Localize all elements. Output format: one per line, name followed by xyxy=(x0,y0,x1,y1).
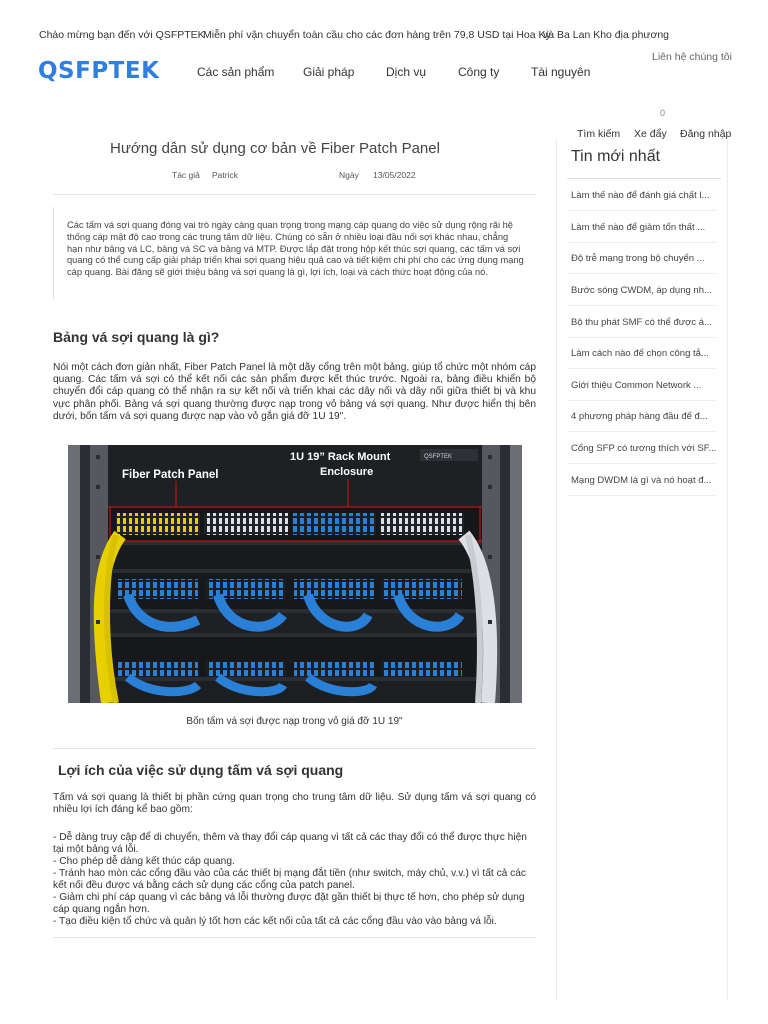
divider xyxy=(567,400,717,401)
sidebar-title: Tin mới nhất xyxy=(571,148,661,165)
figure-label-left: Fiber Patch Panel xyxy=(122,469,219,481)
divider xyxy=(53,937,536,938)
divider xyxy=(567,210,717,211)
sidebar-news-item[interactable]: Cổng SFP có tương thích với SF... xyxy=(571,443,717,454)
nav-services[interactable]: Dịch vụ xyxy=(386,65,427,79)
divider xyxy=(567,463,717,464)
svg-text:Enclosure: Enclosure xyxy=(320,466,374,478)
contact-link[interactable]: Liên hệ chúng tôi xyxy=(652,51,732,63)
section-paragraph-what-is: Nói một cách đơn giản nhất, Fiber Patch Panel là một dãy cổng trên một bảng, giúp tổ chức một nhóm cáp quang. Các tấm vá sợi có thể kết nối các sản phẩm được kết thúc trước. Ngoài ra, bảng điều khiển bộ chuyển đổi cáp quang có thể nhận ra sự kết nối và triển khai các dây nối và dây nối giữa thiết bị và khu vực phân phối. Bảng vá sợi quang thường được nạp trong vỏ bảng vá sợi quang. Như được hiển thị bên dưới, bốn tấm vá sợi quang được nạp vào vỏ gắn giá đỡ 1U 19". xyxy=(53,362,536,422)
warehouse-text: và Ba Lan Kho địa phương xyxy=(543,29,670,41)
sidebar-news-item[interactable]: Bước sóng CWDM, áp dụng nh... xyxy=(571,285,712,296)
sidebar-title-divider xyxy=(567,178,721,179)
author-name[interactable]: Patrick xyxy=(212,170,238,180)
patch-panel-photo xyxy=(68,445,522,703)
sidebar-news-item[interactable]: Làm thế nào để đánh giá chất l... xyxy=(571,190,710,201)
sidebar-news-item[interactable]: Làm cách nào để chọn công tắ... xyxy=(571,348,709,359)
nav-solutions[interactable]: Giải pháp xyxy=(303,65,355,79)
site-header xyxy=(0,48,768,138)
sidebar-news-item[interactable]: Bộ thu phát SMF có thể được á... xyxy=(571,317,712,328)
divider xyxy=(567,242,717,243)
figure-caption: Bốn tấm vá sợi được nạp trong vỏ giá đỡ 1U 19" xyxy=(186,716,403,727)
nav-company[interactable]: Công ty xyxy=(458,65,500,79)
list-item: - Tạo điều kiện tổ chức và quản lý tốt hơn các kết nối của tất cả các cổng đầu vào vào bảng vá lỗi. xyxy=(53,916,497,927)
divider xyxy=(567,431,717,432)
sidebar-news-item[interactable]: Mạng DWDM là gì và nó hoạt đ... xyxy=(571,475,712,486)
section-heading-benefits: Lợi ích của việc sử dụng tấm vá sợi quang xyxy=(58,762,344,778)
publish-date: 13/05/2022 xyxy=(373,170,416,180)
list-item: - Giảm chi phí cáp quang vì các bảng vá lỗi thường được đặt gần thiết bị thực tế hơn, cho phép sử dụng cáp quang ngắn hơn. xyxy=(53,892,525,915)
list-item: - Tránh hao mòn các cổng đầu vào của các thiết bị mạng đắt tiền (như switch, máy chủ, v.v.) vì tất cả các kết nối đều được vá bằng cách sử dụng các cổng của patch panel. xyxy=(53,868,527,891)
nav-products[interactable]: Các sản phẩm xyxy=(197,65,275,79)
article-intro: Các tấm vá sợi quang đóng vai trò ngày càng quan trọng trong mạng cáp quang do việc sử dụng rộng rãi hệ thống cáp mật độ cao trong các trung tâm dữ liệu. Chúng có sẵn ở nhiều loại đầu nối sợi khác nhau, chẳng hạn như bảng vá LC, bảng vá SC và bảng vá MTP. Được lắp đặt trong hộp kết thúc sợi quang, các tấm vá sợi quang có thể cung cấp giải pháp triển khai sợi quang hiệu quả cao và tiết kiệm chi phí cho các ứng dụng mạng cáp quang. Bài đăng sẽ giới thiệu bảng vá sợi quang là gì, lợi ích, loại và cách thức hoạt động của nó. xyxy=(53,207,536,299)
sidebar-news-item[interactable]: Giới thiệu Common Network ... xyxy=(571,380,702,391)
shipping-text: Miễn phí vận chuyển toàn cầu cho các đơn hàng trên 79,8 USD tại Hoa Kỳ xyxy=(203,29,551,41)
search-link[interactable]: Tìm kiếm xyxy=(577,128,621,140)
sidebar-news-item[interactable]: Làm thế nào để giảm tổn thất ... xyxy=(571,222,706,233)
cart-count-badge: 0 xyxy=(660,108,666,118)
list-item: - Dễ dàng truy cập để di chuyển, thêm và thay đổi cáp quang vì tất cả các thay đổi có thể được thực hiện tại một bảng vá lỗi. xyxy=(53,832,527,855)
sidebar-news-item[interactable]: Độ trễ mạng trong bộ chuyển ... xyxy=(571,253,705,264)
benefits-list xyxy=(53,832,536,928)
author-label: Tác giả xyxy=(172,170,200,180)
svg-text:1U 19” Rack Mount: 1U 19” Rack Mount xyxy=(290,451,391,463)
latest-news-sidebar xyxy=(556,138,728,1000)
rack-illustration xyxy=(68,445,522,703)
figure-brand-text: QSFPTEK xyxy=(424,454,453,460)
list-item: - Cho phép dễ dàng kết thúc cáp quang. xyxy=(53,856,235,867)
welcome-text: Chào mừng bạn đến với QSFPTEK xyxy=(39,29,205,41)
divider xyxy=(567,495,717,496)
article-title: Hướng dẫn sử dụng cơ bản về Fiber Patch Panel xyxy=(110,141,440,157)
section-heading-what-is: Bảng vá sợi quang là gì? xyxy=(53,329,220,345)
section-paragraph-benefits: Tấm vá sợi quang là thiết bị phần cứng quan trọng cho trung tâm dữ liệu. Sử dụng tấm vá sợi quang có nhiều lợi ích đáng kể bao gồm: xyxy=(53,792,536,816)
divider xyxy=(53,194,536,195)
sidebar-news-item[interactable]: 4 phương pháp hàng đầu để đ... xyxy=(571,411,708,422)
top-announcement-bar xyxy=(0,0,768,50)
site-logo[interactable]: QSFPTEK xyxy=(38,58,160,84)
divider xyxy=(567,368,717,369)
nav-resources[interactable]: Tài nguyên xyxy=(531,65,591,79)
divider xyxy=(567,305,717,306)
login-link[interactable]: Đăng nhập xyxy=(680,128,732,140)
divider xyxy=(567,273,717,274)
cart-link[interactable]: Xe đẩy xyxy=(634,128,667,140)
divider xyxy=(53,748,536,749)
date-label: Ngày xyxy=(339,170,359,180)
divider xyxy=(567,337,717,338)
